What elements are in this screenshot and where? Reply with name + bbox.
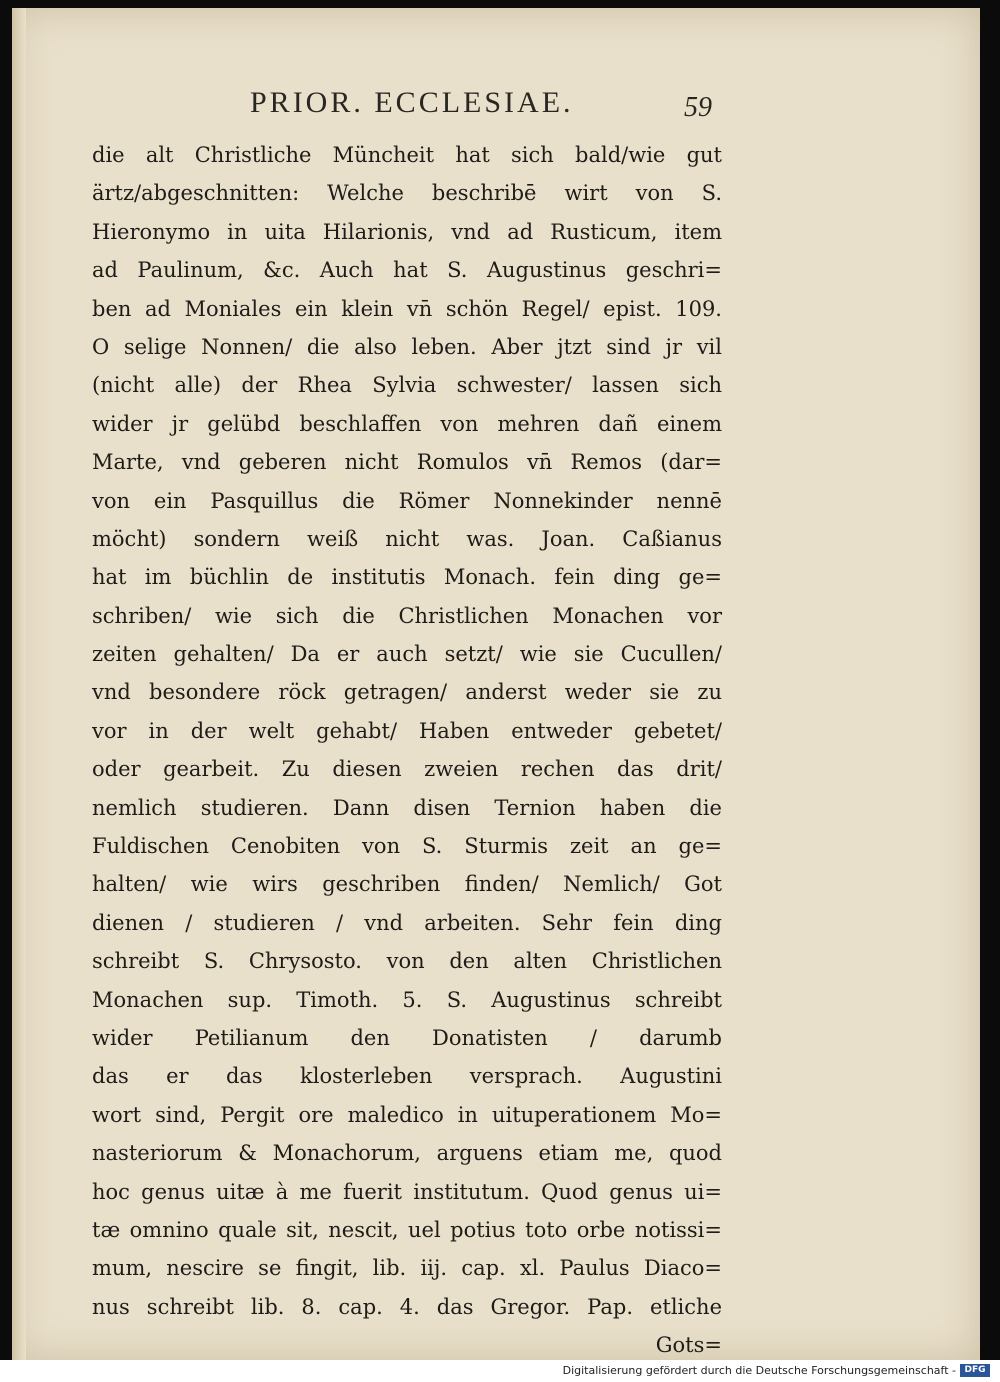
text-line: (nicht alle) der Rhea Sylvia schwester/ lassen sich xyxy=(92,373,722,398)
text-line: hat im büchlin de institutis Monach. fein ding ge= xyxy=(92,565,722,590)
text-line: mum, nescire se fingit, lib. iij. cap. xl. Paulus Diaco= xyxy=(92,1256,722,1281)
text-line: Hieronymo in uita Hilarionis, vnd ad Rusticum, item xyxy=(92,219,722,244)
text-line: zeiten gehalten/ Da er auch setzt/ wie sie Cucullen/ xyxy=(92,642,722,667)
text-line: oder gearbeit. Zu diesen zweien rechen das drit/ xyxy=(92,757,722,782)
text-line: die alt Christliche Müncheit hat sich bald/wie gut xyxy=(92,143,722,167)
funding-credit: Digitalisierung gefördert durch die Deutsche Forschungsgemeinschaft - xyxy=(562,1364,956,1377)
running-head: PRIOR. ECCLESIAE. xyxy=(250,86,574,119)
text-line: wider jr gelübd beschlaffen von mehren dañ einem xyxy=(92,411,722,436)
text-line: schreibt S. Chrysosto. von den alten Christlichen xyxy=(92,949,722,974)
body-text xyxy=(92,136,722,1365)
text-line: halten/ wie wirs geschriben finden/ Nemlich/ Got xyxy=(92,872,722,897)
text-line: nasteriorum & Monachorum, arguens etiam me, quod xyxy=(92,1141,722,1166)
text-line: schriben/ wie sich die Christlichen Monachen vor xyxy=(92,603,722,628)
text-line: vnd besondere röck getragen/ anderst weder sie zu xyxy=(92,680,722,705)
text-line: Marte, vnd geberen nicht Romulos vn̄ Remos (dar= xyxy=(92,450,722,475)
text-line: O selige Nonnen/ die also leben. Aber jtzt sind jr vil xyxy=(92,334,722,359)
text-line: Gots= xyxy=(655,1333,722,1358)
text-line: dienen / studieren / vnd arbeiten. Sehr fein ding xyxy=(92,910,722,935)
text-line: das er das klosterleben versprach. Augustini xyxy=(92,1064,722,1089)
text-line: von ein Pasquillus die Römer Nonnekinder nennē xyxy=(92,488,722,513)
text-line: wort sind, Pergit ore maledico in uituperationem Mo= xyxy=(92,1102,722,1127)
text-line: möcht) sondern weiß nicht was. Joan. Caßianus xyxy=(92,526,722,551)
text-line: tæ omnino quale sit, nescit, uel potius toto orbe notissi= xyxy=(92,1217,722,1242)
text-line: ben ad Moniales ein klein vn̄ schön Regel/ epist. 109. xyxy=(92,296,722,321)
text-line: nemlich studieren. Dann disen Ternion haben die xyxy=(92,795,722,820)
text-line: wider Petilianum den Donatisten / darumb xyxy=(92,1025,722,1050)
text-line: vor in der welt gehabt/ Haben entweder gebetet/ xyxy=(92,718,722,743)
dfg-logo: DFG xyxy=(960,1364,990,1377)
page-number: 59 xyxy=(684,92,712,123)
text-line: Monachen sup. Timoth. 5. S. Augustinus schreibt xyxy=(92,987,722,1012)
text-line: nus schreibt lib. 8. cap. 4. das Gregor. Pap. etliche xyxy=(92,1294,722,1319)
text-line: Fuldischen Cenobiten von S. Sturmis zeit an ge= xyxy=(92,834,722,859)
page-gutter-shadow xyxy=(12,8,26,1360)
text-line: hoc genus uitæ à me fuerit institutum. Quod genus ui= xyxy=(92,1179,722,1204)
text-line: ärtz/abgeschnitten: Welche beschribē wirt von S. xyxy=(92,181,722,206)
text-line: ad Paulinum, &c. Auch hat S. Augustinus geschri= xyxy=(92,258,722,283)
